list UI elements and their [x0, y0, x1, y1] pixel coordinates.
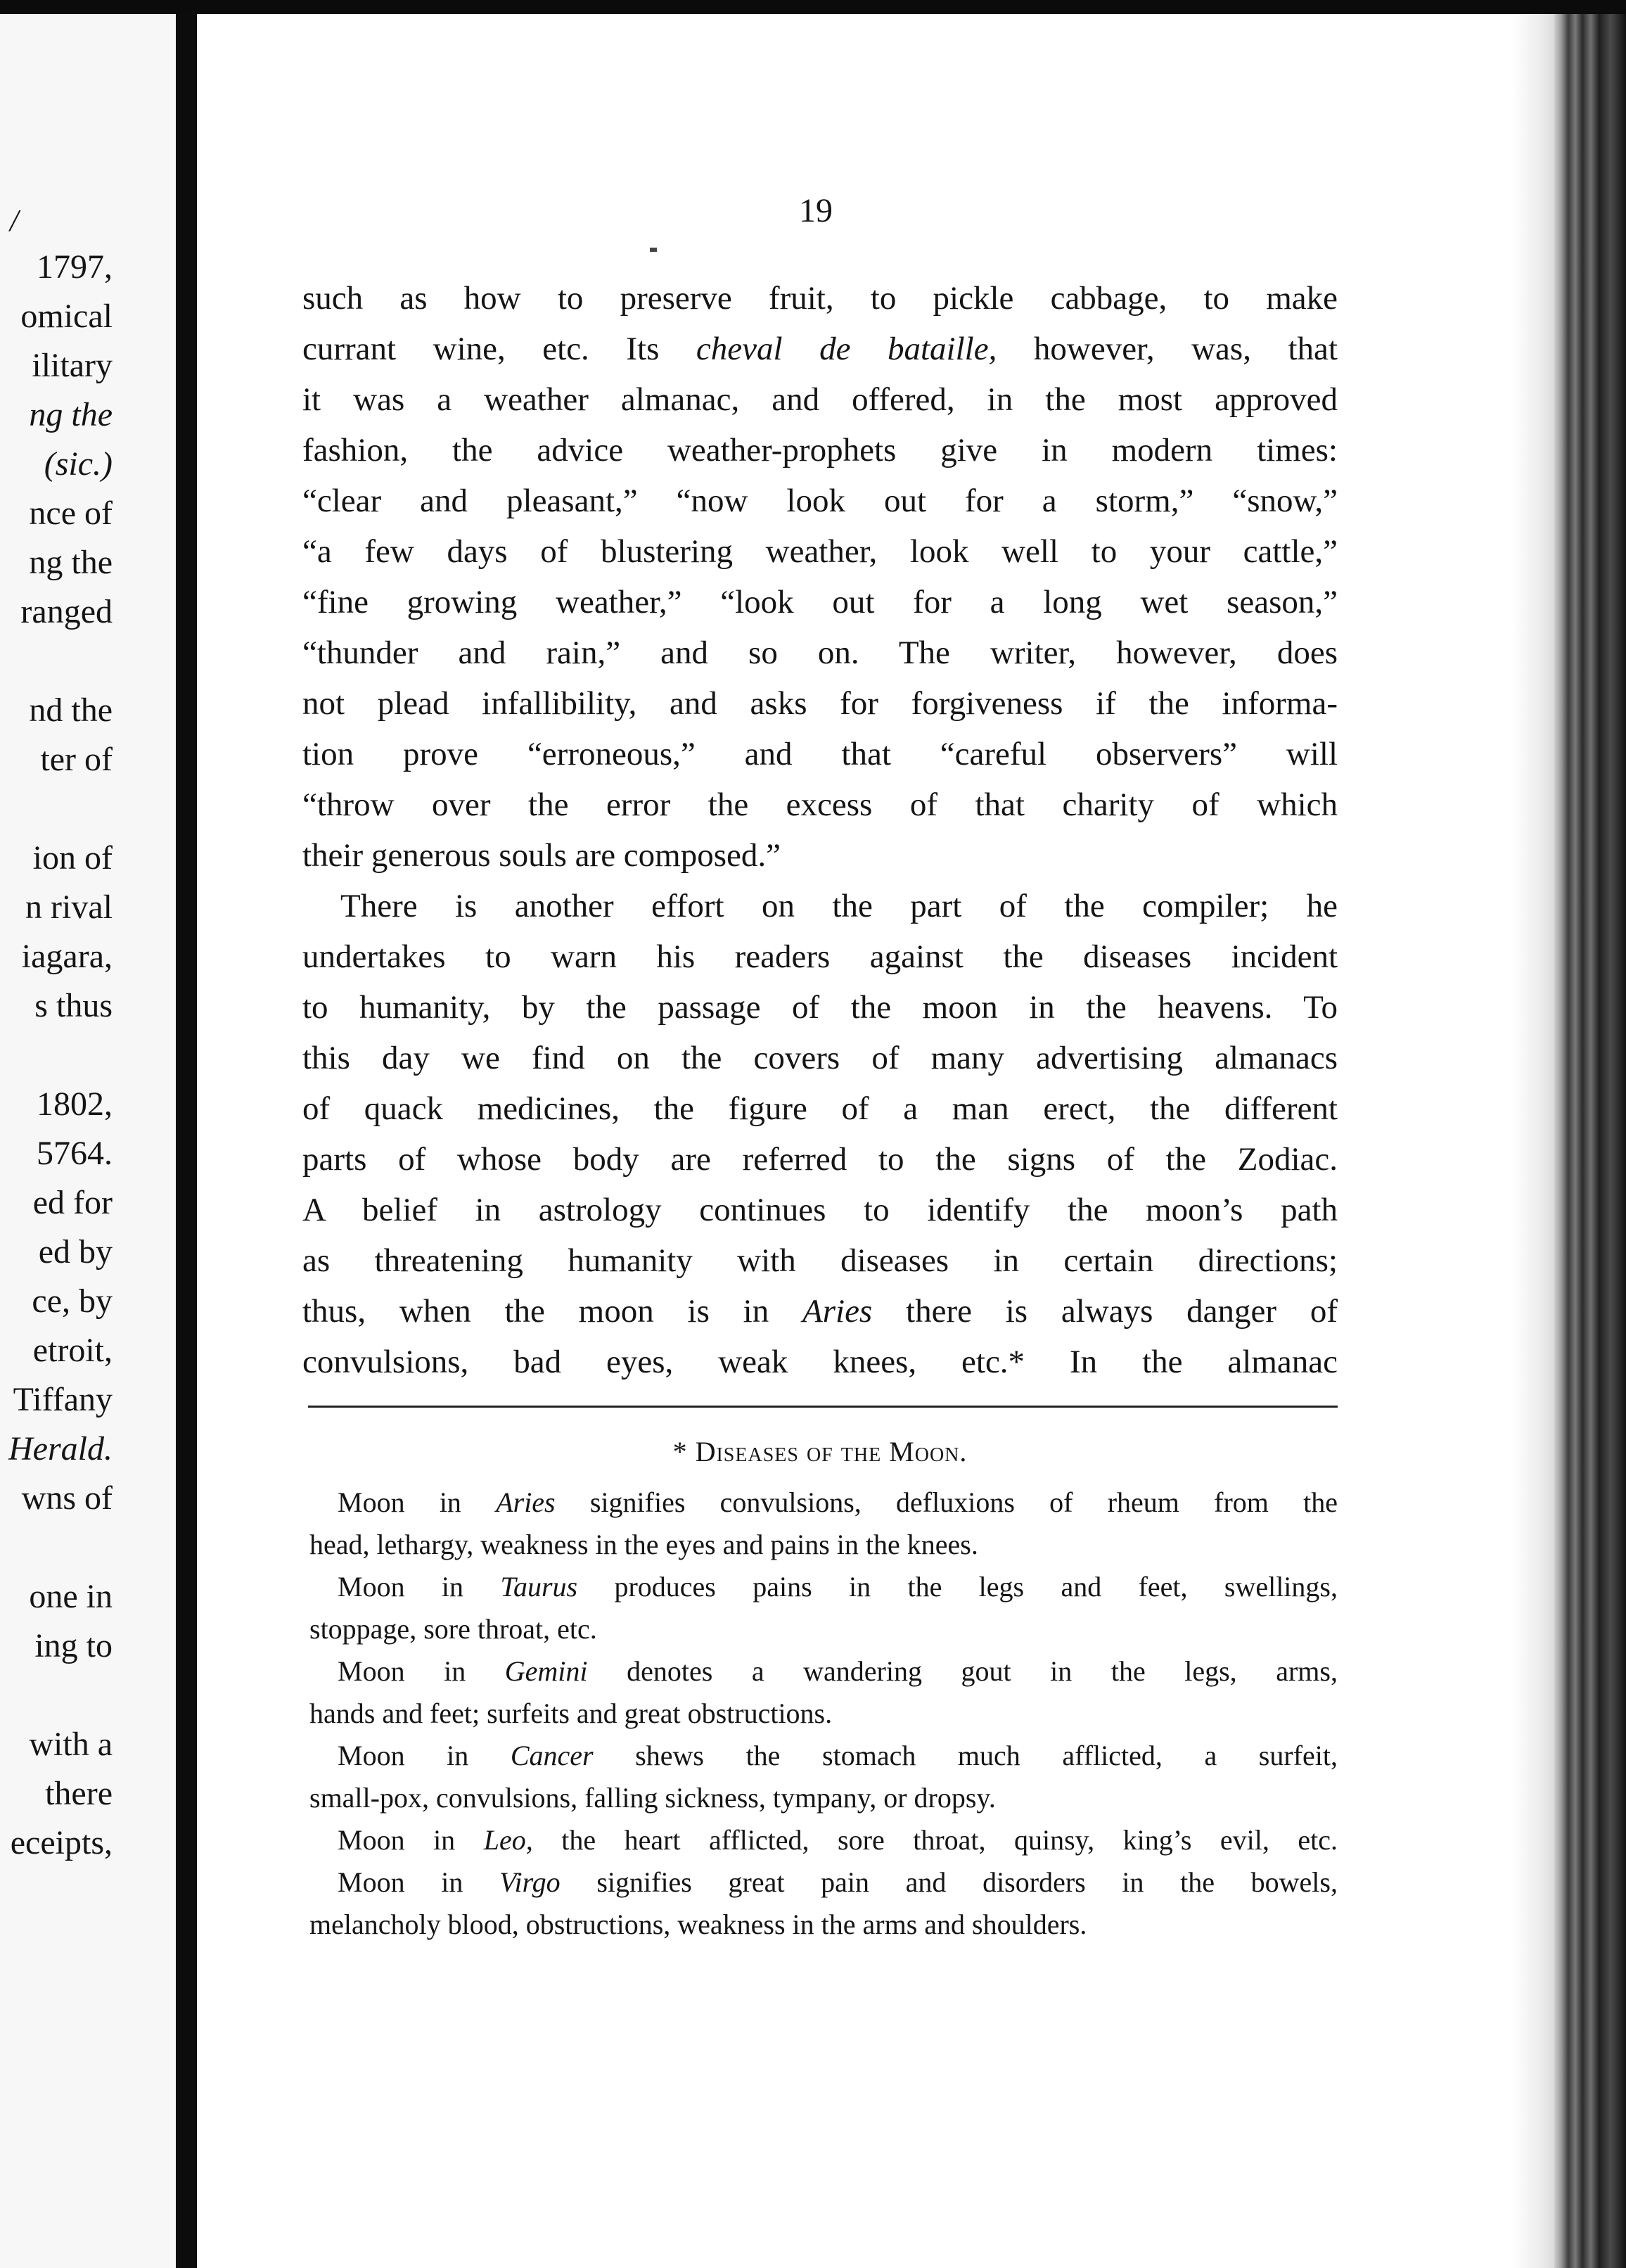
text-run: it was a weather almanac, and offered, in the most approved	[302, 381, 1338, 418]
text-run: thus, when the moon is in	[302, 1293, 803, 1330]
text-run: as threatening humanity with diseases in certain directions;	[302, 1242, 1338, 1279]
italic-text: Gemini	[504, 1655, 588, 1687]
footnote-line	[309, 1861, 1338, 1904]
text-run: head, lethargy, weakness in the eyes and pains in the knees.	[309, 1529, 978, 1560]
body-line	[302, 729, 1338, 779]
body-line	[302, 678, 1338, 729]
page-curve-shade	[1512, 14, 1554, 2268]
italic-text: Taurus	[500, 1571, 578, 1603]
left-page-fragment: (sic.)	[44, 445, 113, 483]
left-page-fragment: with a	[29, 1726, 113, 1763]
italic-text: cheval de bataille,	[696, 331, 997, 367]
text-run: “fine growing weather,” “look out for a long wet season,”	[302, 584, 1338, 620]
body-line	[302, 1235, 1338, 1286]
text-run: to humanity, by the passage of the moon in the heavens. To	[302, 989, 1338, 1026]
left-page-fragment: ed for	[32, 1184, 113, 1221]
left-page-fragment: Herald.	[8, 1430, 113, 1467]
text-run: “a few days of blustering weather, look well to your cattle,”	[302, 533, 1338, 570]
text-run: A belief in astrology continues to identify the moon’s path	[302, 1192, 1338, 1228]
footnote-marker: *	[672, 1436, 696, 1467]
text-run: There is another effort on the part of the compiler; he	[340, 888, 1338, 924]
text-run: convulsions, bad eyes, weak knees, etc.* In the almanac	[302, 1344, 1338, 1380]
text-run: parts of whose body are referred to the signs of the Zodiac.	[302, 1141, 1338, 1178]
left-facing-page	[0, 14, 176, 2268]
left-page-fragment: ter of	[40, 741, 113, 778]
body-line	[302, 931, 1338, 982]
left-page-fragment: ed by	[38, 1233, 113, 1270]
body-line	[302, 1134, 1338, 1185]
body-line	[302, 1033, 1338, 1083]
body-line	[302, 577, 1338, 627]
body-line	[302, 526, 1338, 577]
left-page-fragment: ilitary	[32, 347, 113, 384]
footnote-line	[309, 1904, 1338, 1946]
page-stack-edge	[1554, 14, 1626, 2268]
italic-text: Virgo	[499, 1866, 561, 1898]
text-run: “thunder and rain,” and so on. The writer, however, does	[302, 635, 1338, 671]
footnote-heading: Diseases of the Moon.	[695, 1436, 968, 1467]
text-run: tion prove “erroneous,” and that “careful observers” will	[302, 736, 1338, 772]
left-page-fragment: n rival	[25, 888, 113, 926]
left-page-mark: /	[10, 203, 19, 238]
left-page-fragment: iagara,	[21, 938, 113, 975]
text-run: Moon in	[338, 1824, 484, 1856]
body-line	[302, 1185, 1338, 1235]
body-line	[302, 1337, 1338, 1387]
text-run: denotes a wandering gout in the legs, arms,	[587, 1655, 1338, 1687]
left-page-fragment: etroit,	[32, 1332, 113, 1369]
text-run: fashion, the advice weather-prophets give in modern times:	[302, 432, 1338, 469]
scan-top-edge	[0, 0, 1626, 14]
left-page-fragment: omical	[20, 298, 113, 335]
text-run: however, was, that	[997, 331, 1338, 367]
body-line	[302, 324, 1338, 374]
left-page-fragment: 5764.	[37, 1135, 113, 1172]
left-page-fragment: eceipts,	[10, 1824, 113, 1861]
text-run: “throw over the error the excess of that charity of which	[302, 786, 1338, 823]
left-page-fragment: there	[45, 1775, 113, 1812]
text-run: such as how to preserve fruit, to pickle cabbage, to make	[302, 280, 1338, 317]
body-line	[302, 476, 1338, 526]
left-page-fragment: 1797,	[37, 248, 113, 286]
text-run: “clear and pleasant,” “now look out for a storm,” “snow,”	[302, 483, 1338, 519]
footnote-line	[309, 1566, 1338, 1608]
text-run: there is always danger of	[872, 1293, 1338, 1330]
footnote-line	[309, 1482, 1338, 1524]
left-page-fragment: 1802,	[37, 1085, 113, 1123]
text-run: Moon in	[338, 1866, 499, 1898]
left-page-fragment: ion of	[32, 839, 113, 877]
footnote-line	[309, 1524, 1338, 1566]
footnote-title	[302, 1432, 1338, 1472]
body-line	[302, 779, 1338, 830]
left-page-fragment: wns of	[21, 1479, 113, 1517]
footnote-rule	[308, 1406, 1338, 1408]
footnote-line	[309, 1777, 1338, 1819]
left-page-fragment: Tiffany	[13, 1381, 113, 1418]
text-run: small-pox, convulsions, falling sickness, tympany, or dropsy.	[309, 1782, 996, 1814]
footnote-line	[309, 1735, 1338, 1777]
body-line	[302, 830, 1338, 881]
text-run: Moon in	[338, 1655, 505, 1687]
italic-text: Aries	[496, 1486, 556, 1518]
text-run: Moon in	[338, 1486, 497, 1518]
text-run: shews the stomach much afflicted, a surfeit,	[593, 1740, 1338, 1771]
text-run: melancholy blood, obstructions, weakness in the arms and shoulders.	[309, 1909, 1087, 1940]
body-line	[302, 273, 1338, 324]
body-line	[302, 425, 1338, 476]
text-run: Moon in	[338, 1571, 501, 1603]
footnote-line	[309, 1608, 1338, 1650]
italic-text: Cancer	[510, 1740, 594, 1771]
text-run: not plead infallibility, and asks for forgiveness if the informa-	[302, 685, 1338, 722]
text-run: of quack medicines, the figure of a man erect, the different	[302, 1090, 1338, 1127]
text-run: undertakes to warn his readers against the diseases incident	[302, 938, 1338, 975]
italic-text: Aries	[802, 1293, 873, 1330]
left-page-fragment: ranged	[20, 593, 113, 630]
text-run: their generous souls are composed.”	[302, 837, 781, 874]
text-run: signifies great pain and disorders in the bowels,	[560, 1866, 1338, 1898]
body-line	[302, 881, 1338, 931]
body-line	[302, 627, 1338, 678]
body-text	[302, 273, 1338, 1387]
footnote-line	[309, 1693, 1338, 1735]
body-line	[302, 982, 1338, 1033]
body-line	[302, 1083, 1338, 1134]
footnote-text	[309, 1482, 1338, 1946]
left-page-fragment: ng the	[29, 396, 113, 433]
left-page-fragment: ng the	[29, 544, 113, 581]
text-run: stoppage, sore throat, etc.	[309, 1613, 597, 1645]
text-run: currant wine, etc. Its	[302, 331, 696, 367]
italic-text: Leo,	[483, 1824, 533, 1856]
body-line	[302, 374, 1338, 425]
body-line	[302, 1286, 1338, 1337]
left-page-fragment: nd the	[29, 692, 113, 729]
ink-speck	[650, 248, 657, 252]
text-run: signifies convulsions, defluxions of rheum from the	[555, 1486, 1338, 1518]
book-gutter	[176, 14, 197, 2268]
left-page-fragment: ing to	[34, 1627, 113, 1664]
left-page-fragment: s thus	[34, 987, 113, 1024]
footnote-line	[309, 1650, 1338, 1693]
text-run: produces pains in the legs and feet, swellings,	[577, 1571, 1338, 1603]
text-run: hands and feet; surfeits and great obstructions.	[309, 1697, 833, 1729]
left-page-fragment: nce of	[29, 495, 113, 532]
left-page-fragment: ce, by	[32, 1282, 113, 1320]
left-page-fragment: one in	[29, 1578, 113, 1615]
text-run: Moon in	[338, 1740, 511, 1771]
text-run: the heart afflicted, sore throat, quinsy, king’s evil, etc.	[532, 1824, 1338, 1856]
page-number: 19	[799, 192, 833, 229]
text-run: this day we find on the covers of many advertising almanacs	[302, 1040, 1338, 1076]
footnote-line	[309, 1819, 1338, 1861]
